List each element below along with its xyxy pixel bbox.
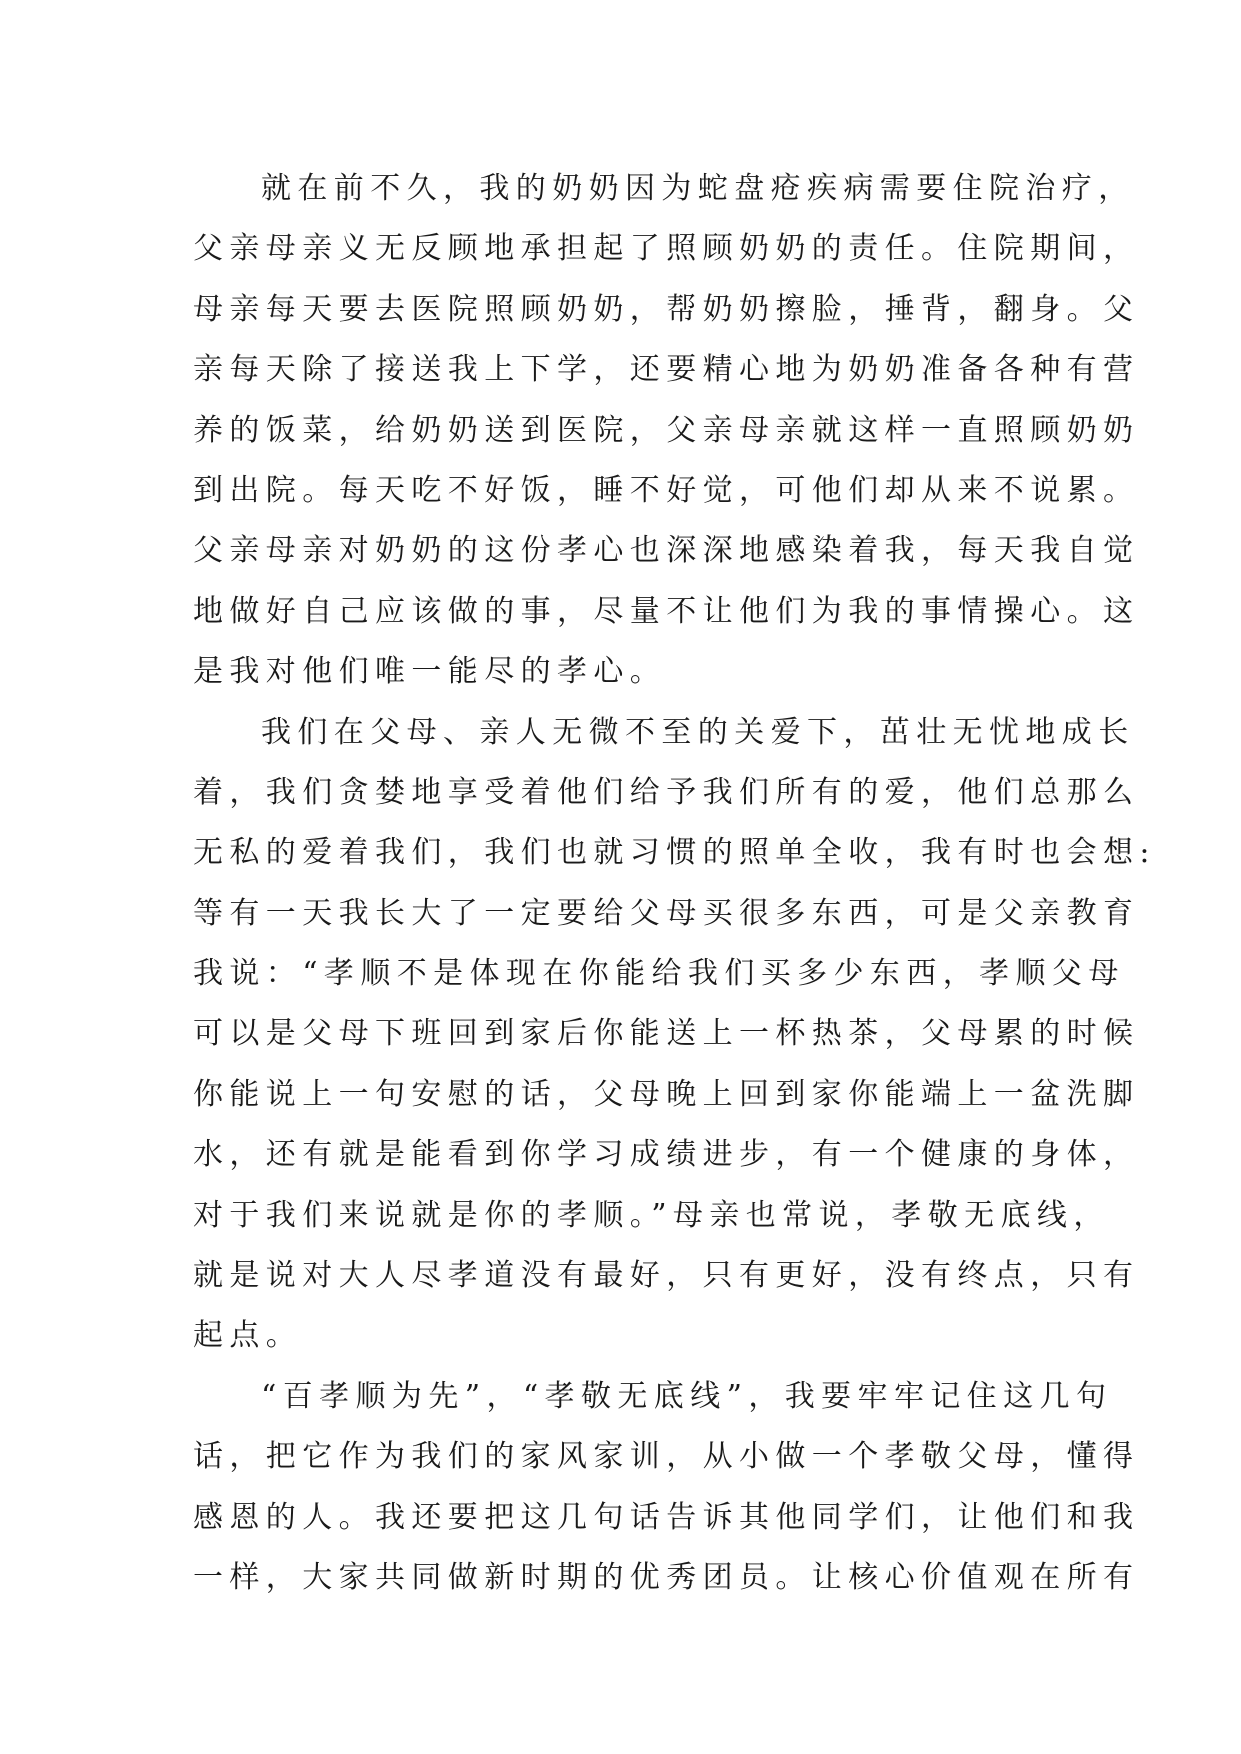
text-line: 就在前不久，我的奶奶因为蛇盘疮疾病需要住院治疗， xyxy=(261,171,1135,206)
text-line: “百孝顺为先”，“孝敬无底线”，我要牢牢记住这几句 xyxy=(261,1378,1113,1414)
paragraph-3 xyxy=(193,1367,1140,1609)
paragraph-2 xyxy=(193,703,1156,1367)
text-line: 起点。 xyxy=(193,1318,303,1354)
paragraph-1 xyxy=(193,159,1140,703)
document-body xyxy=(193,159,1156,1608)
text-line: 到出院。每天吃不好饭，睡不好觉，可他们却从来不说累。 xyxy=(193,472,1140,508)
text-line: 对于我们来说就是你的孝顺。”母亲也常说，孝敬无底线， xyxy=(193,1197,1110,1233)
text-line: 父亲母亲对奶奶的这份孝心也深深地感染着我，每天我自觉 xyxy=(193,533,1140,569)
text-line: 着，我们贪婪地享受着他们给予我们所有的爱，他们总那么 xyxy=(193,774,1140,810)
text-line: 可以是父母下班回到家后你能送上一杯热茶，父母累的时候 xyxy=(193,1016,1140,1052)
text-line: 一样，大家共同做新时期的优秀团员。让核心价值观在所有 xyxy=(193,1559,1140,1595)
text-line: 无私的爱着我们，我们也就习惯的照单全收，我有时也会想: xyxy=(193,835,1156,871)
text-line: 是我对他们唯一能尽的孝心。 xyxy=(193,654,667,690)
text-line: 母亲每天要去医院照顾奶奶，帮奶奶擦脸，捶背，翻身。父 xyxy=(193,291,1140,327)
text-line: 水，还有就是能看到你学习成绩进步，有一个健康的身体， xyxy=(193,1137,1140,1173)
text-line: 你能说上一句安慰的话，父母晚上回到家你能端上一盆洗脚 xyxy=(193,1076,1140,1112)
text-line: 我说：“孝顺不是体现在你能给我们买多少东西，孝顺父母 xyxy=(193,956,1125,992)
text-line: 就是说对大人尽孝道没有最好，只有更好，没有终点，只有 xyxy=(193,1258,1140,1294)
text-line: 我们在父母、亲人无微不至的关爱下，茁壮无忧地成长 xyxy=(261,714,1135,750)
text-line: 等有一天我长大了一定要给父母买很多东西，可是父亲教育 xyxy=(193,895,1140,931)
text-line: 亲每天除了接送我上下学，还要精心地为奶奶准备各种有营 xyxy=(193,352,1140,388)
text-line: 话，把它作为我们的家风家训，从小做一个孝敬父母，懂得 xyxy=(193,1439,1140,1475)
text-line: 感恩的人。我还要把这几句话告诉其他同学们，让他们和我 xyxy=(193,1499,1140,1535)
text-line: 父亲母亲义无反顾地承担起了照顾奶奶的责任。住院期间， xyxy=(193,231,1140,267)
text-line: 地做好自己应该做的事，尽量不让他们为我的事情操心。这 xyxy=(193,593,1140,629)
text-line: 养的饭菜，给奶奶送到医院，父亲母亲就这样一直照顾奶奶 xyxy=(193,412,1140,448)
